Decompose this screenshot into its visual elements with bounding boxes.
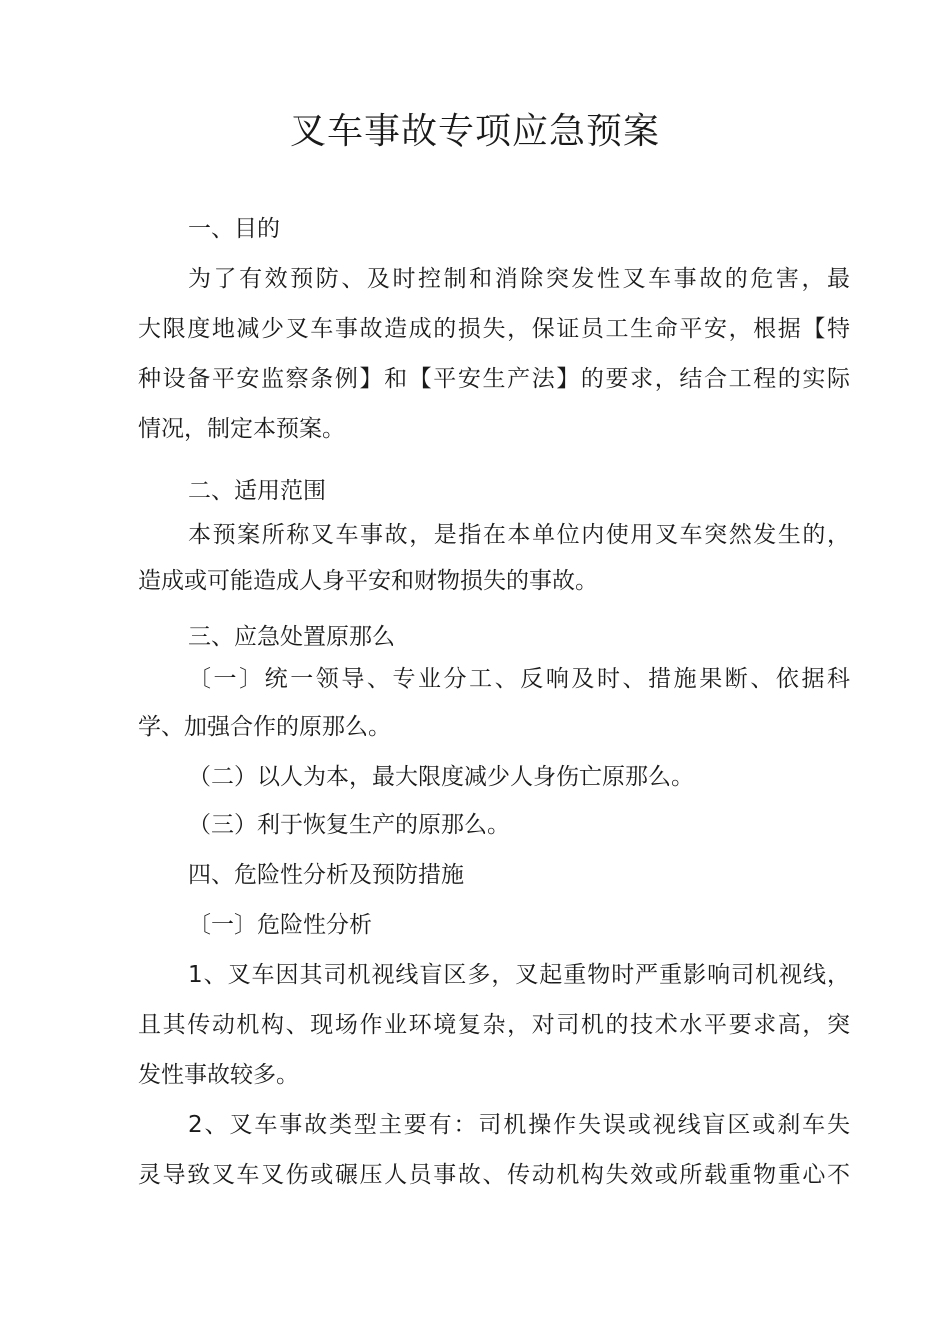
paragraph-line: （三）利于恢复生产的原那么。 — [188, 812, 510, 838]
section-heading-purpose: 一、目的 — [188, 216, 280, 242]
subsection-heading-risk-analysis: 〔一〕危险性分析 — [188, 912, 372, 938]
paragraph-line: 且其传动机构、现场作业环境复杂，对司机的技术水平要求高，突 — [138, 1012, 850, 1038]
paragraph-line: 灵导致叉车叉伤或碾压人员事故、传动机构失效或所载重物重心不 — [138, 1162, 850, 1188]
section-heading-risk: 四、危险性分析及预防措施 — [188, 862, 464, 888]
paragraph-line: 发性事故较多。 — [138, 1062, 299, 1088]
paragraph-line: 造成或可能造成人身平安和财物损失的事故。 — [138, 568, 598, 594]
paragraph-line: 〔一〕统一领导、专业分工、反响及时、措施果断、依据科 — [188, 666, 850, 692]
document-title: 叉车事故专项应急预案 — [289, 111, 660, 152]
paragraph-line: 学、加强合作的原那么。 — [138, 714, 391, 740]
paragraph-line: 1、叉车因其司机视线盲区多，叉起重物时严重影响司机视线， — [188, 962, 850, 988]
paragraph-line: 本预案所称叉车事故，是指在本单位内使用叉车突然发生的， — [188, 522, 850, 548]
paragraph-line: 为了有效预防、及时控制和消除突发性叉车事故的危害，最 — [188, 266, 850, 292]
section-heading-scope: 二、适用范围 — [188, 478, 326, 504]
paragraph-line: 大限度地减少叉车事故造成的损失，保证员工生命平安，根据【特 — [138, 316, 850, 342]
section-heading-principles: 三、应急处置原那么 — [188, 624, 395, 650]
paragraph-line: 2、叉车事故类型主要有：司机操作失误或视线盲区或刹车失 — [188, 1112, 850, 1138]
paragraph-line: 情况，制定本预案。 — [138, 416, 345, 442]
paragraph-line: （二）以人为本，最大限度减少人身伤亡原那么。 — [188, 764, 694, 790]
paragraph-line: 种设备平安监察条例】和【平安生产法】的要求，结合工程的实际 — [138, 366, 850, 392]
